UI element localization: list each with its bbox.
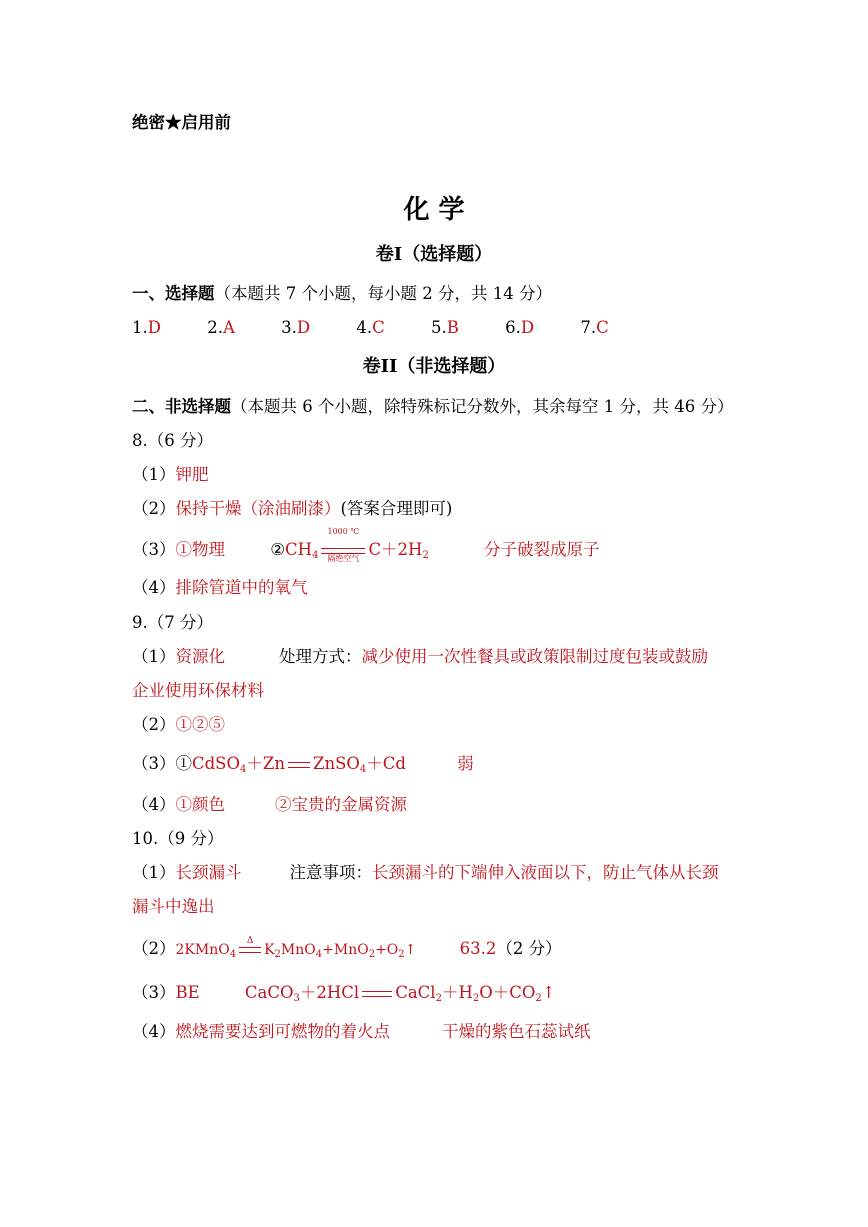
page-title: 化 学 bbox=[403, 195, 465, 225]
q8-answer-1: （1）钾肥 bbox=[132, 465, 209, 484]
q9-answer-3: （3）①CdSO$_4$＋Zn ZnSO$_4$＋Cd 弱 bbox=[132, 754, 474, 775]
q8-answer-3: （3）①物理 $②CH_4$ 1000 ℃ 隔绝空气 $C+2H_2$ 分子破裂成原子 bbox=[132, 526, 600, 563]
mc-answer-item: 2.A bbox=[207, 318, 235, 337]
mc-answer-item: 7.C bbox=[580, 318, 609, 337]
mc-answer-item: 5.B bbox=[431, 318, 459, 337]
q10-equation-1: 2KMnO$_4$ Δ $K_2MnO_4+MnO_2+O_2↑$ bbox=[175, 936, 417, 960]
q10-equation-2: CaCO$_3$＋2HCl $CaCl_2+H_2O+CO_2↑$ bbox=[244, 983, 556, 1004]
q9-title: 9.（7 分） bbox=[132, 613, 213, 632]
reaction-condition: 1000 ℃ 隔绝空气 bbox=[319, 540, 367, 562]
q9-answer-4: （4）①颜色 ②宝贵的金属资源 bbox=[132, 795, 407, 814]
mc-answer-item: 6.D bbox=[505, 318, 535, 337]
q8-answer-4: （4）排除管道中的氧气 bbox=[132, 578, 308, 597]
q8-equation: $CH_4$ 1000 ℃ 隔绝空气 $C+2H_2$ bbox=[285, 526, 429, 563]
section2-note: （本题共 6 个小题，除特殊标记分数外，其余每空 1 分，共 46 分） bbox=[231, 397, 734, 416]
q8-title: 8.（6 分） bbox=[132, 431, 213, 450]
q10-title: 10.（9 分） bbox=[132, 829, 224, 848]
q9-answer-1: （1）资源化 处理方式：减少使用一次性餐具或政策限制过度包装或鼓励 bbox=[132, 647, 708, 666]
q10-answer-4: （4）燃烧需要达到可燃物的着火点 干燥的紫色石蕊试纸 bbox=[132, 1022, 591, 1041]
q10-answer-1: （1）长颈漏斗 注意事项：长颈漏斗的下端伸入液面以下，防止气体从长颈 bbox=[132, 863, 719, 882]
q8-answer-2: （2）保持干燥（涂油刷漆）(答案合理即可) bbox=[132, 499, 453, 518]
section1-label: 一、选择题 bbox=[132, 284, 215, 303]
part2-heading: 卷II（非选择题） bbox=[362, 356, 506, 377]
section1-note: （本题共 7 个小题，每小题 2 分，共 14 分） bbox=[214, 284, 552, 303]
mc-answer-item: 4.C bbox=[356, 318, 385, 337]
q10-answer-3: （3）BE CaCO$_3$＋2HCl $CaCl_2+H_2O+CO_2↑$ bbox=[132, 983, 556, 1004]
q10-answer-2: （2）2KMnO$_4$ Δ $K_2MnO_4+MnO_2+O_2↑$ 63.2（2 分） bbox=[132, 936, 562, 960]
section2-header bbox=[132, 396, 808, 418]
part1-heading: 卷I（选择题） bbox=[375, 244, 493, 265]
q10-answer-1-cont: 漏斗中逸出 bbox=[132, 897, 215, 916]
section2-label: 二、非选择题 bbox=[132, 397, 231, 416]
mc-answer-item: 1.D bbox=[132, 318, 161, 337]
confidential-label: 绝密★启用前 bbox=[132, 113, 231, 132]
q9-equation: CdSO$_4$＋Zn ZnSO$_4$＋Cd bbox=[192, 754, 406, 775]
section1-header bbox=[132, 283, 808, 305]
q9-answer-1-cont: 企业使用环保材料 bbox=[132, 681, 264, 700]
mc-answer-item: 3.D bbox=[281, 318, 311, 337]
q9-answer-2: （2）①②⑤ bbox=[132, 715, 225, 734]
mc-answers bbox=[132, 317, 808, 339]
